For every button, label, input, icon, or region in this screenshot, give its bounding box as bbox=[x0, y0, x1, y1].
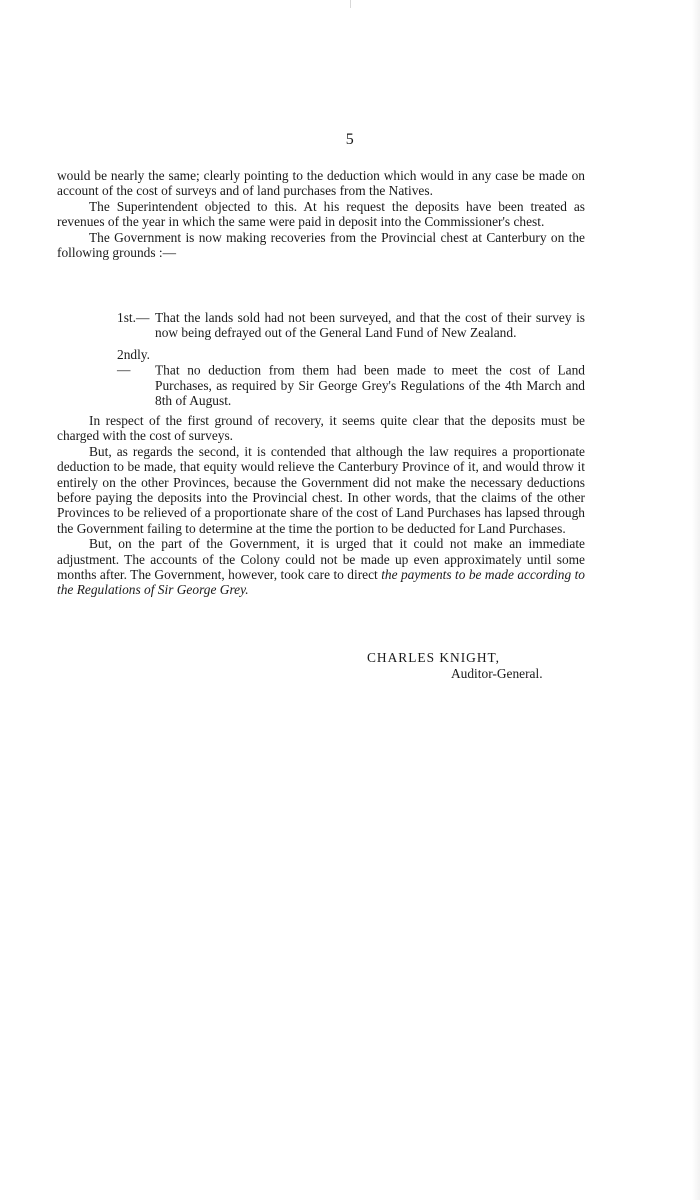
text-block-top bbox=[57, 168, 585, 260]
ground-item bbox=[117, 347, 585, 409]
page-number: 5 bbox=[345, 131, 355, 148]
paragraph: The Superintendent objected to this. At his request the deposits have been treated as revenues of the year in which the same were paid in deposit into the Commissioner's chest. bbox=[57, 198, 585, 230]
ground-text: That the lands sold had not been surveyed, and that the cost of their survey is now being defrayed out of the General Land Fund of New Zealand. bbox=[155, 310, 585, 341]
paragraph: would be nearly the same; clearly pointing to the deduction which would in any case be made on account of the cost of surveys and of land purchases from the Natives. bbox=[57, 168, 585, 199]
ground-label: 2ndly.— bbox=[117, 346, 150, 378]
scan-mark bbox=[350, 0, 351, 8]
paragraph: The Government is now making recoveries from the Provincial chest at Canterbury on the following grounds :— bbox=[57, 229, 585, 261]
ground-item bbox=[117, 310, 585, 341]
ground-label: 1st.— bbox=[117, 310, 150, 325]
paragraph: In respect of the first ground of recovery, it seems quite clear that the deposits must be charged with the cost of surveys. bbox=[57, 413, 585, 444]
paragraph-final bbox=[57, 536, 585, 598]
page-edge-shadow bbox=[692, 0, 700, 1200]
grounds-list bbox=[117, 310, 585, 414]
signatory-title: Auditor-General. bbox=[451, 666, 543, 681]
text-block-bottom bbox=[57, 413, 585, 598]
paragraph: But, as regards the second, it is contended that although the law requires a proportionate deduction to be made, that equity would relieve the Canterbury Province of it, and would throw it entirely on the other Provinces, because the Government did not make the necessary deductions before paying the deposits into the Provincial chest. In other words, that the claims of the other Provinces to be relieved of a proportionate share of the cost of Land Purchases has lapsed through the Government failing to determine at the time the portion to be deducted for Land Purchases. bbox=[57, 443, 585, 536]
paragraph-italic-text: the payments to be made according to the Regulations of Sir George Grey. bbox=[57, 567, 585, 598]
signature-block bbox=[367, 650, 587, 682]
paragraph-text: But, on the part of the Government, it is urged that it could not make an immediate adjustment. The accounts of the Colony could not be made up even approximately until some months after. The Government, however, took care to direct bbox=[57, 536, 585, 583]
ground-text: That no deduction from them had been made to meet the cost of Land Purchases, as required by Sir George Grey's Regulations of the 4th March and 8th of August. bbox=[155, 362, 585, 409]
signatory-name: CHARLES KNIGHT, bbox=[367, 650, 501, 665]
